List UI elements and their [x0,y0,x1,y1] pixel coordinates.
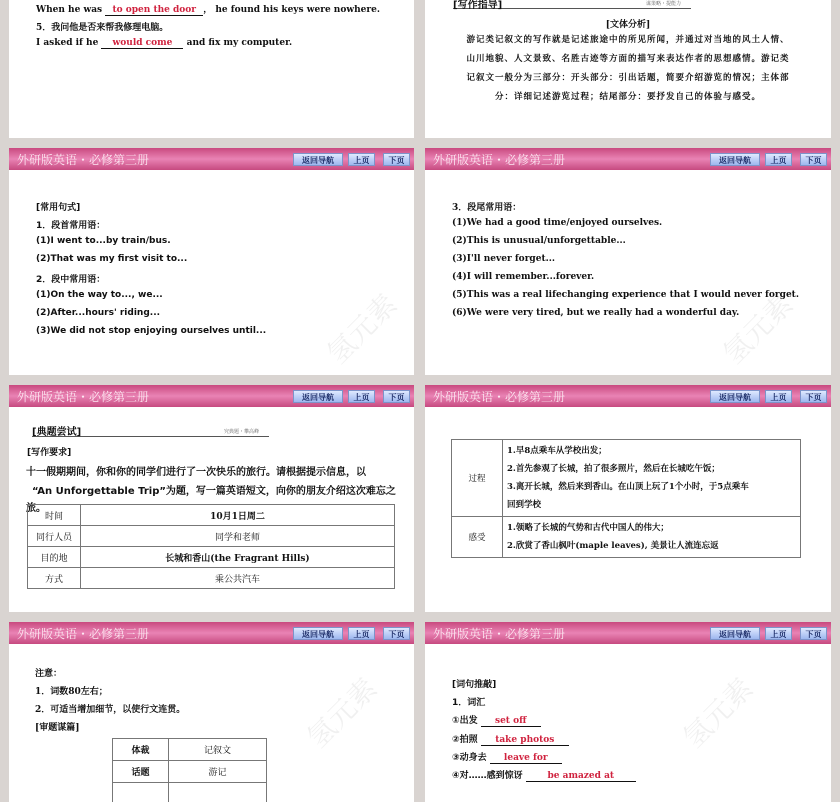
requirements-label: [写作要求] [27,445,71,458]
cell: 目的地 [28,547,81,568]
line: (6)We were very tired, but we really had a wonderful day. [452,308,739,318]
slide-vocabulary [425,622,831,802]
cell: 方式 [28,568,81,589]
slide-header [425,622,831,644]
next-page-button[interactable]: 下页 [800,390,827,403]
question-5: 5．我问他是否来帮我修理电脑。 [36,20,168,33]
section-title [32,423,269,437]
back-nav-button[interactable]: 返回导航 [293,390,343,403]
text: When he was [36,5,102,15]
table-row [28,547,395,568]
watermark: 氢元素 [713,284,801,372]
answer-blank: be amazed at [526,772,636,782]
cell: 记叙文 [169,739,267,761]
section-label: [写作指导] [453,0,502,11]
slide-writing-guide [425,0,831,138]
cell [169,783,267,802]
line: (2)After...hours' riding... [36,308,160,318]
prompt: ④对……感到惊讶 [452,771,523,781]
book-title: 外研版英语・必修第三册 [433,151,565,168]
slide-header [9,385,414,407]
book-title: 外研版英语・必修第三册 [17,625,149,642]
watermark: 氢元素 [317,284,405,372]
book-title: 外研版英语・必修第三册 [17,388,149,405]
prev-page-button[interactable]: 上页 [348,627,375,640]
cell: 时间 [28,505,81,526]
prev-page-button[interactable]: 上页 [348,390,375,403]
cell [113,783,169,802]
vocab-item [452,713,541,727]
prev-page-button[interactable]: 上页 [765,627,792,640]
answer-blank: leave for [490,754,562,764]
next-page-button[interactable]: 下页 [800,153,827,166]
sentence-5 [36,38,292,49]
line: 3．段尾常用语： [452,200,521,213]
table-row [28,505,395,526]
answer-blank: take photos [481,736,569,746]
para-line: 游记类记叙文的写作就是记述旅途中的所见所闻，并通过对当地的风土人情、 [445,31,811,50]
table-row [113,739,267,761]
line: [常用句式] [36,200,80,213]
cell-line: 2.欣赏了香山枫叶(maple leaves), 美景让人流连忘返 [507,537,796,555]
vocab-item [452,750,562,764]
book-title: 外研版英语・必修第三册 [433,388,565,405]
answer-blank: to open the door [105,6,203,16]
watermark: 氢元素 [297,668,385,756]
process-table [451,439,801,558]
line: 1．词数80左右； [35,684,108,697]
table-row [452,440,801,517]
cell: 感受 [452,517,503,558]
line: (1)I went to...by train/bus. [36,236,171,246]
cell-line: 3.离开长城，然后来到香山。在山顶上玩了1个小时，于5点乘车 [507,478,796,496]
line: [审题谋篇] [35,720,80,733]
para-line: 山川地貌、人文景致、名胜古迹等方面的描写来表达作者的思想感情。游记类 [445,50,811,69]
prompt: ②拍照 [452,735,478,745]
section-subtitle: 谋策略・提能力 [646,0,681,7]
slide-header [425,385,831,407]
cell [503,517,801,558]
line: (5)This was a real lifechanging experience that I would never forget. [452,290,799,300]
answer-blank: set off [481,717,541,727]
table-row [452,517,801,558]
next-page-button[interactable]: 下页 [383,153,410,166]
back-nav-button[interactable]: 返回导航 [293,627,343,640]
table-row [113,783,267,802]
slide-header [9,622,414,644]
prev-page-button[interactable]: 上页 [765,390,792,403]
slide-notes [9,622,414,802]
cell: 体裁 [113,739,169,761]
cell-line: 1.早8点乘车从学校出发； [507,442,796,460]
next-page-button[interactable]: 下页 [383,390,410,403]
back-nav-button[interactable]: 返回导航 [710,153,760,166]
line: (4)I will remember...forever. [452,272,594,282]
prev-page-button[interactable]: 上页 [348,153,375,166]
sentence-4 [36,2,380,16]
line: (3)We did not stop enjoying ourselves until... [36,326,266,336]
table-row [113,761,267,783]
text: I asked if he [36,38,98,48]
answer-blank: would come [101,39,183,49]
info-table [27,504,395,589]
para-line: 记叙文一般分为三部分：开头部分：引出话题，简要介绍游览的情况；主体部 [445,69,811,88]
line: 注意： [35,666,62,679]
slide-common-sentences [9,148,414,375]
cell: 长城和香山(the Fragrant Hills) [81,547,395,568]
section-subtitle: 究典题・攀高峰 [224,428,259,435]
analysis-table [112,738,267,802]
next-page-button[interactable]: 下页 [800,627,827,640]
cell: 10月1日周二 [81,505,395,526]
task-line: 旅。 [26,499,46,514]
task-line: 十一假期期间，你和你的同学们进行了一次快乐的旅行。请根据提示信息，以 [26,463,366,478]
genre-analysis [445,31,811,107]
line: 2．段中常用语： [36,272,105,285]
section-title [453,0,691,9]
task-line: “An Unforgettable Trip”为题，写一篇英语短文，向你的朋友介绍这次难忘之 [32,482,396,497]
slide-translation-answers [9,0,414,138]
table-row [28,526,395,547]
cell-line: 回到学校 [507,496,796,514]
text: ， he found his keys were nowhere. [203,5,380,15]
section-label: [词句推敲] [452,677,496,690]
subsection-label: 1．词汇 [452,695,485,708]
book-title: 外研版英语・必修第三册 [433,625,565,642]
prev-page-button[interactable]: 上页 [765,153,792,166]
line: 2．可适当增加细节，以使行文连贯。 [35,702,185,715]
slide-header [9,148,414,170]
line: (1)On the way to..., we... [36,290,163,300]
cell [503,440,801,517]
slide-task-table-cont [425,385,831,612]
line: (2)That was my first visit to... [36,254,187,264]
back-nav-button[interactable]: 返回导航 [710,390,760,403]
text: and fix my computer. [187,38,293,48]
back-nav-button[interactable]: 返回导航 [293,153,343,166]
line: (1)We had a good time/enjoyed ourselves. [452,218,662,228]
slide-header [425,148,831,170]
slide-ending-sentences [425,148,831,375]
cell: 同行人员 [28,526,81,547]
prompt: ①出发 [452,716,478,726]
prompt: ③动身去 [452,753,487,763]
book-title: 外研版英语・必修第三册 [17,151,149,168]
vocab-item [452,732,569,746]
section-label: [典题尝试] [32,427,81,438]
watermark: 氢元素 [673,668,761,756]
line: (3)I'll never forget... [452,254,555,264]
subtitle: [文体分析] [425,17,831,30]
cell: 游记 [169,761,267,783]
cell-line: 1.领略了长城的气势和古代中国人的伟大； [507,519,796,537]
line: 1．段首常用语： [36,218,105,231]
table-row [28,568,395,589]
para-line: 分：详细记述游览过程；结尾部分：要抒发自己的体验与感受。 [445,88,811,107]
back-nav-button[interactable]: 返回导航 [710,627,760,640]
vocab-item [452,768,636,782]
slide-typical-task [9,385,414,612]
cell: 同学和老师 [81,526,395,547]
cell: 话题 [113,761,169,783]
cell-line: 2.首先参观了长城，拍了很多照片，然后在长城吃午饭； [507,460,796,478]
cell: 乘公共汽车 [81,568,395,589]
cell: 过程 [452,440,503,517]
next-page-button[interactable]: 下页 [383,627,410,640]
line: (2)This is unusual/unforgettable... [452,236,626,246]
